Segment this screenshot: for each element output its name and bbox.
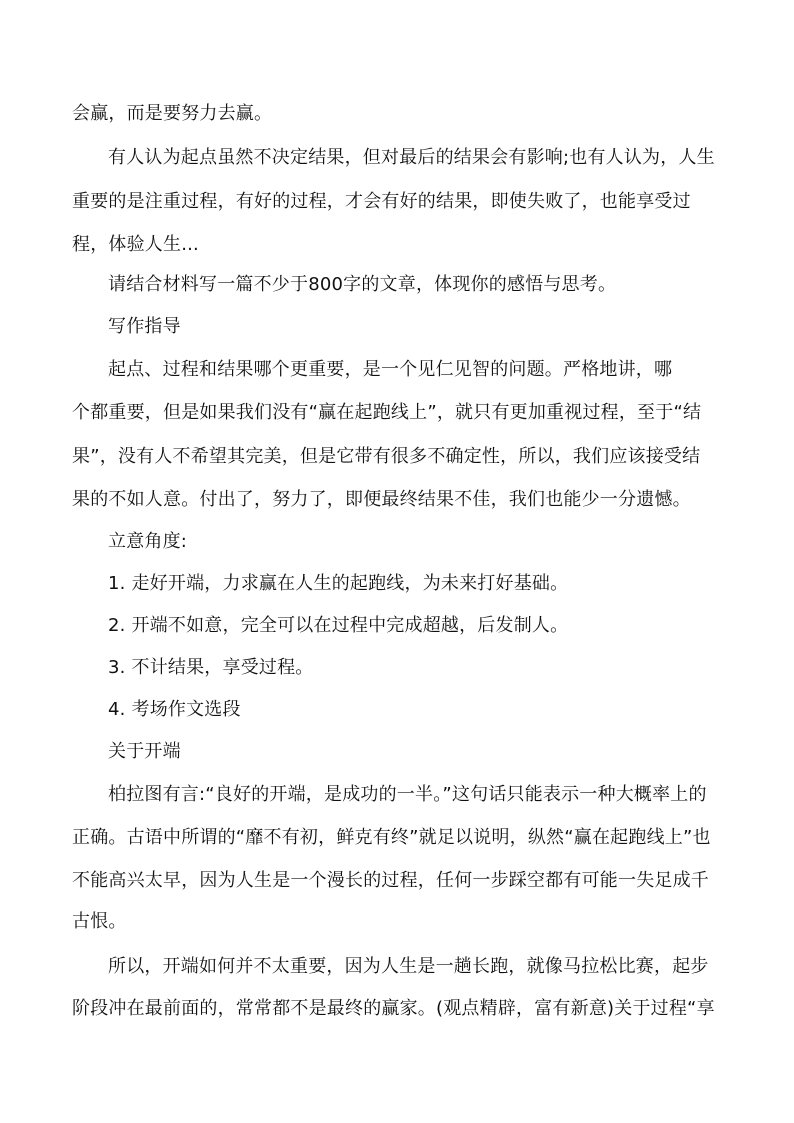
text-line: 请结合材料写一篇不少于800字的文章，体现你的感悟与思考。 [108, 274, 617, 295]
text-line: 阶段冲在最前面的，常常都不是最终的赢家。(观点精辟，富有新意)关于过程“享 [72, 998, 715, 1019]
text-line: 程，体验人生... [72, 234, 199, 255]
text-line: 有人认为起点虽然不决定结果，但对最后的结果会有影响;也有人认为，人生 [108, 147, 715, 168]
list-item: 1. 走好开端，力求赢在人生的起跑线，为未来打好基础。 [108, 573, 569, 594]
list-item: 4. 考场作文选段 [108, 699, 241, 720]
text-line: 个都重要，但是如果我们没有“赢在起跑线上”，就只有更加重视过程，至于“结 [72, 402, 702, 423]
section-heading: 关于开端 [108, 741, 181, 762]
text-line: 古恨。 [72, 911, 127, 932]
text-line: 果”，没有人不希望其完美，但是它带有很多不确定性，所以，我们应该接受结 [72, 446, 701, 467]
section-heading: 立意角度: [108, 531, 188, 552]
text-line: 柏拉图有言:“良好的开端，是成功的一半。”这句话只能表示一种大概率上的 [108, 784, 707, 805]
list-item: 3. 不计结果，享受过程。 [108, 657, 314, 678]
section-heading: 写作指导 [108, 316, 181, 337]
text-line: 果的不如人意。付出了，努力了，即便最终结果不佳，我们也能少一分遗憾。 [72, 489, 691, 510]
text-line: 不能高兴太早，因为人生是一个漫长的过程，任何一步踩空都有可能一失足成千 [72, 870, 709, 891]
list-item: 2. 开端不如意，完全可以在过程中完成超越，后发制人。 [108, 615, 569, 636]
text-line: 起点、过程和结果哪个更重要，是一个见仁见智的问题。严格地讲，哪 [108, 359, 673, 380]
text-line: 所以，开端如何并不太重要，因为人生是一趟长跑，就像马拉松比赛，起步 [108, 956, 709, 977]
text-line: 重要的是注重过程，有好的过程，才会有好的结果，即使失败了，也能享受过 [72, 191, 691, 212]
text-line: 正确。古语中所谓的“靡不有初，鲜克有终”就足以说明，纵然“赢在起跑线上”也 [72, 827, 711, 848]
text-line: 会赢，而是要努力去赢。 [72, 103, 273, 124]
